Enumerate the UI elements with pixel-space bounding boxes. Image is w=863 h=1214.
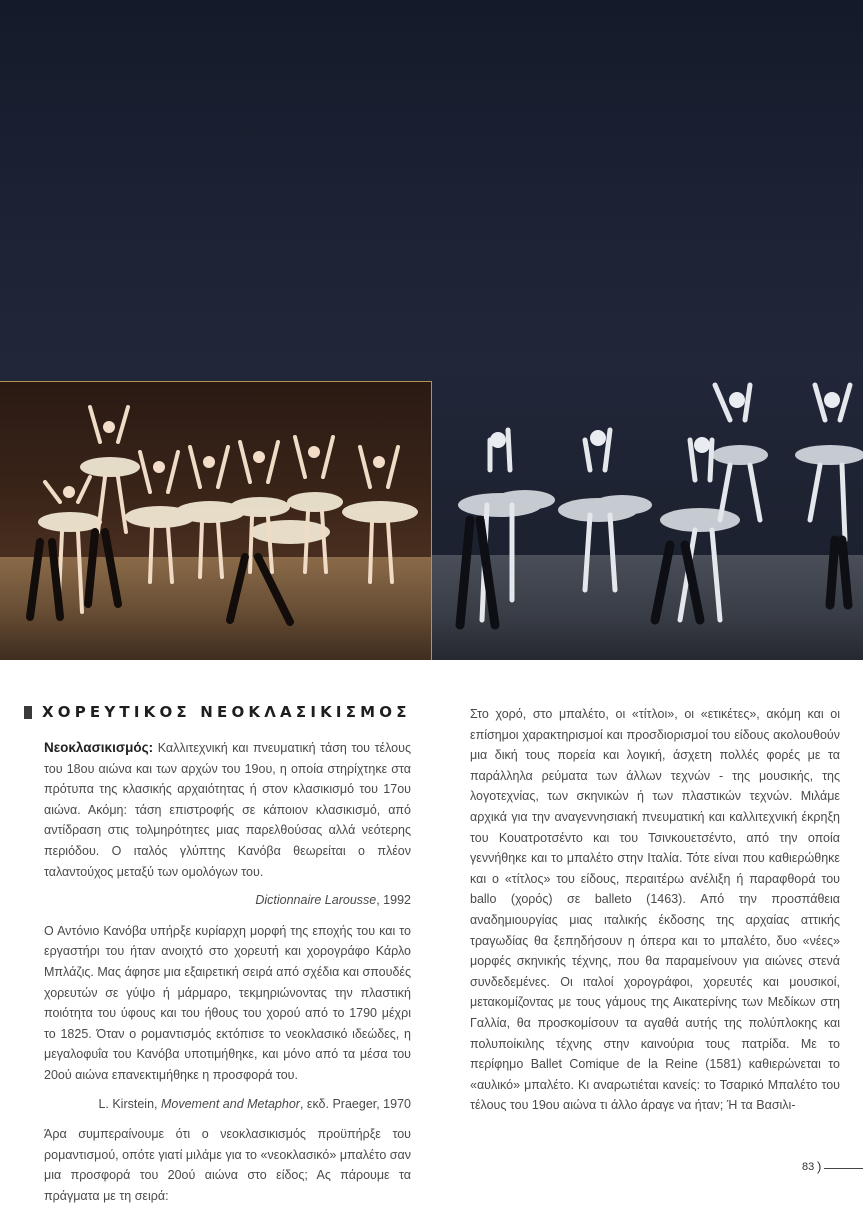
- source-citation-2: [44, 1094, 411, 1115]
- section-heading: [24, 703, 411, 721]
- source2-publisher: , εκδ. Praeger, 1970: [299, 1096, 411, 1111]
- paragraph-canova: Ο Αντόνιο Κανόβα υπήρξε κυρίαρχη μορφή της εποχής του και το εργαστήρι του ήταν ανοιχτό στο χορευτή και χορογράφο Κάρλο Μπλάζις. Μας άφησε μια εξαιρετική σειρά από σχέδια και σπουδές χορευτών σε γύψο ή μάρμαρο, τεκμηριώνοντας την πλαστική ποιότητα του ύφους και του ήθους του χορού από το 1790 μέχρι το 1825. Όταν ο ρομαντισμός εκτόπισε το νεοκλασικό ιδεώδες, η μεγαλοφυΐα του Κανόβα υποτιμήθηκε, και μόνο από τα μέσα του 20ού αιώνα επανεκτιμήθηκε η προσφορά του.: [44, 923, 411, 1082]
- source-citation-1: [44, 890, 411, 911]
- right-column: [470, 704, 840, 1116]
- definition-text: Καλλιτεχνική και πνευματική τάση του τέλους του 18ου αιώνα και των αρχών του 19ου, η οποία στηρίχτηκε στα πρότυπα της κλασικής αρχαιότητας ή στον κλασικισμό του 17ου αιώνα. Ακόμη: τάση επιστροφής σε κάποιον κλασικισμό, από αντίδραση στις τολμηρότητες μιας παρελθούσας αλλά νεότερης περιόδου. Ο ιταλός γλύπτης Κανόβα θεωρείται ο πλέον ταλαντούχος μεταξύ των ομολόγων του.: [44, 741, 411, 879]
- source2-author: L. Kirstein,: [98, 1096, 161, 1111]
- left-column: [44, 738, 411, 1214]
- source1-year: , 1992: [376, 893, 411, 908]
- color-dancers: [0, 382, 432, 660]
- page-number-bracket: ): [817, 1159, 822, 1174]
- section-title: ΧΟΡΕΥΤΙΚΟΣ ΝΕΟΚΛΑΣΙΚΙΣΜΟΣ: [42, 703, 411, 721]
- source2-title: Movement and Metaphor: [160, 1096, 300, 1111]
- page-number-rule: [824, 1168, 863, 1169]
- definition-paragraph: [44, 738, 411, 882]
- paragraph-history: Στο χορό, στο μπαλέτο, οι «τίτλοι», οι «ετικέτες», ακόμη και οι επίσημοι χαρακτηρισμοί και προσδιορισμοί του είδους ακολουθούν μια δική τους πορεία και λογική, άσχετη πολλές φορές με τα παράλληλα ρεύματα των άλλων τεχνών - της μουσικής, της λογοτεχνίας, των σκηνικών ή των πλαστικών τεχνών. Μιλάμε αρχικά για την αναγεννησιακή πνευματική και καλλιτεχνική έκρηξη του Κουατροτσέντο και του Τσινκουετσέντο, από την οποία γεννήθηκε και το μπαλέτο στην Ιταλία. Τότε είναι που καθιερώθηκε και ο «τίτλος» του είδους, περαιτέρω ανέλιξη ή παραφθορά του ballo (χορός) σε balleto (1463). Από την προσπάθεια αναδημιουργίας μιας ιταλικής έκδοσης της αρχαίας αττικής τραγωδίας θα ξεπηδήσουν η όπερα και το μπαλέτο, δυο «νέες» μορφές σκηνικής τέχνης, που θα παραμείνουν για αιώνες στενά συνδεδεμένες. Οι ιταλοί χορογράφοι, χορευτές και μουσικοί, μετακομίζοντας με τους γάμους της Αικατερίνης των Μεδίκων στη Γαλλία, θα προσκομίσουν τα αγαθά αυτής της πολύπλοκης και πολυποίκιλης τέχνης στην καινούρια τους πατρίδα. Με το περίφημο Ballet Comique de la Reine (1581) καθιερώνεται το «αυλικό» μπαλέτο. Κι αναρωτιέται κανείς: το Τσαρικό Μπαλέτο του τέλους του 19ου αιώνα τι άλλο άραγε να ήταν; Ή τα Βασιλι-: [470, 707, 840, 1113]
- color-photo-inset: [0, 381, 432, 660]
- page-number: 83: [802, 1161, 815, 1173]
- source1-title: Dictionnaire Larousse: [255, 893, 377, 908]
- heading-marker: [24, 706, 32, 719]
- paragraph-conclusion: Άρα συμπεραίνουμε ότι ο νεοκλασικισμός προϋπήρξε του ρομαντισμού, οπότε γιατί μιλάμε για το «νεοκλασικό» μπαλέτο σαν μια προσφορά του 20ού αιώνα στο είδος; Ας πάρουμε τα πράγματα με τη σειρά:: [44, 1127, 411, 1203]
- lead-term: Νεοκλασικισμός:: [44, 740, 154, 755]
